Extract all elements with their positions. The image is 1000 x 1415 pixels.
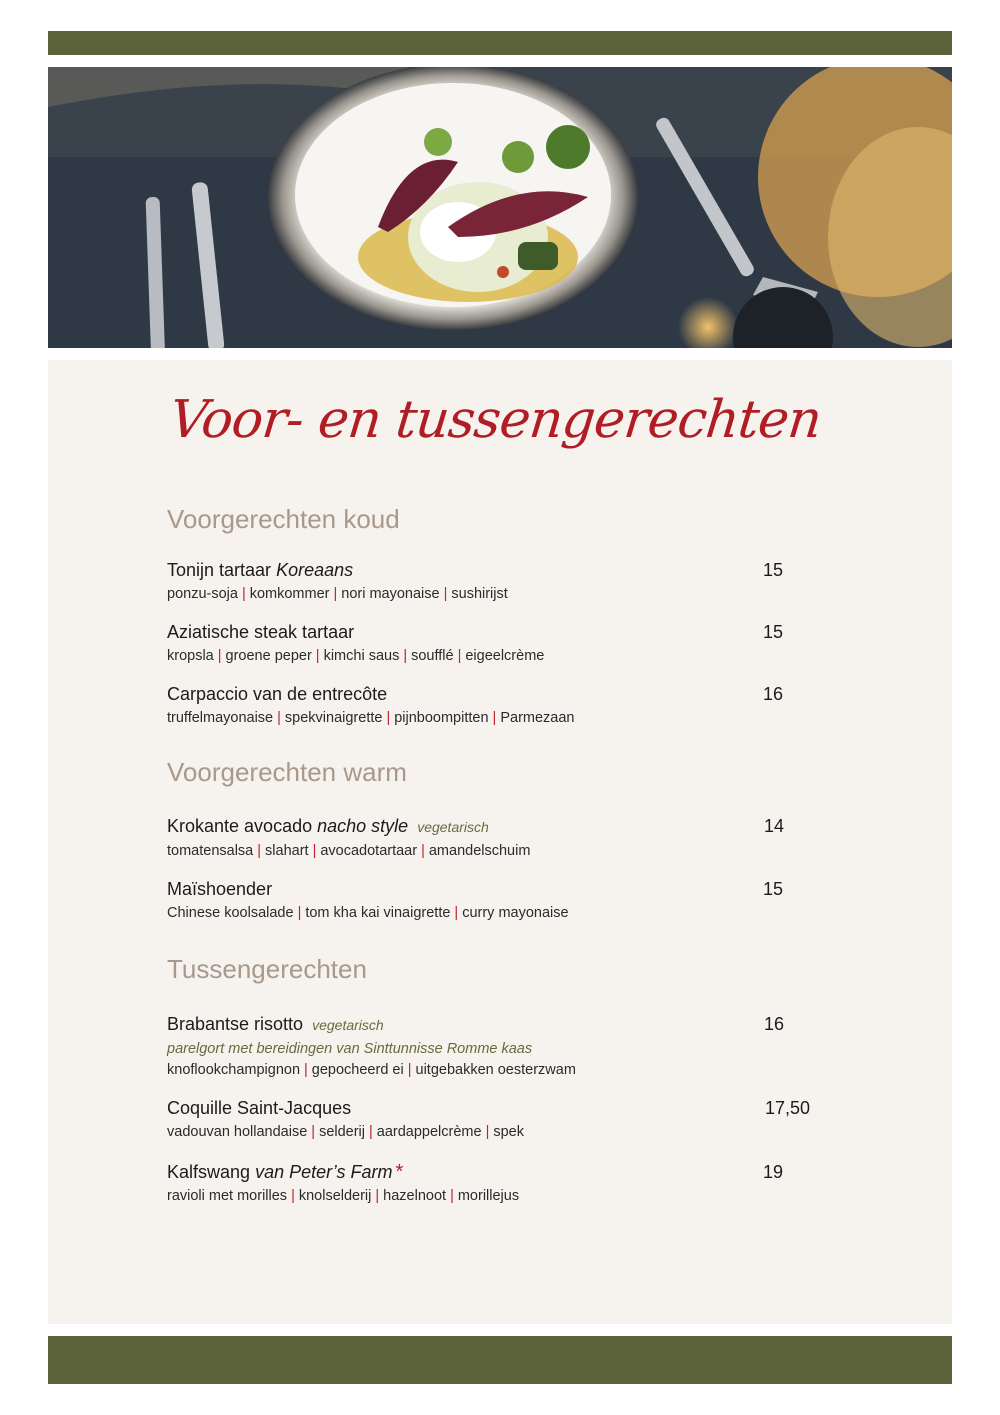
item-ingredients [167,1122,847,1142]
ingredient: gepocheerd ei [311,1062,404,1078]
ingredient: knoflookchampignon [167,1062,301,1078]
separator: | [492,710,497,726]
ingredient: groene peper [225,648,312,664]
item-name [167,815,847,838]
item-name-text: Tonijn tartaar [167,560,272,580]
ingredient: nori mayonaise [341,586,440,602]
separator: | [386,710,391,726]
item-name [167,559,847,581]
ingredient: truffelmayonaise [167,710,274,726]
menu-item [167,1161,847,1206]
item-name-text: Brabantse risotto [167,1014,304,1034]
menu-item [167,815,847,861]
item-name [167,683,847,705]
separator: | [375,1188,380,1204]
separator: | [217,648,222,664]
item-price: 16 [764,1014,785,1034]
separator: | [443,586,448,602]
separator: | [257,843,262,859]
separator: | [457,648,462,664]
ingredient: soufflé [411,648,454,664]
ingredient: curry mayonaise [462,905,569,921]
item-price: 17,50 [765,1098,811,1118]
section-title-tussengerechten: Tussengerechten [167,954,367,984]
ingredient: sushirijst [451,586,508,602]
separator: | [315,648,320,664]
item-name-text: Krokante avocado [167,816,313,836]
item-ingredients [167,1186,847,1206]
item-name-italic: nacho style [317,816,409,836]
separator: | [297,905,302,921]
separator: | [312,843,317,859]
separator: | [403,648,408,664]
separator: | [407,1062,412,1078]
ingredient: tomatensalsa [167,843,254,859]
separator: | [291,1188,295,1204]
ingredient: vadouvan hollandaise [167,1124,308,1140]
item-price: 14 [764,816,785,836]
menu-item [167,1013,847,1080]
section-title-voorgerechten-koud: Voorgerechten koud [167,504,400,534]
separator: | [421,843,425,859]
item-ingredients [167,584,847,604]
item-name [167,1013,847,1036]
separator: | [333,586,338,602]
item-price: 19 [763,1162,784,1182]
item-subline: parelgort met bereidingen van Sinttunnisse Romme kaas [167,1041,533,1057]
ingredient: ravioli met morilles [167,1188,288,1204]
ingredient: kimchi saus [323,648,400,664]
ingredient: hazelnoot [383,1188,447,1204]
item-ingredients [167,646,847,666]
ingredient: slahart [265,843,309,859]
ingredient: avocadotartaar [320,843,418,859]
menu-item [167,1097,847,1142]
ingredient: knolselderij [298,1188,372,1204]
vegetarian-tag: vegetarisch [417,819,489,835]
item-name-italic: van Peter’s Farm [255,1162,393,1182]
ingredient: ponzu-soja [167,586,238,602]
item-ingredients [167,841,847,861]
menu-item [167,683,847,728]
menu-item [167,878,847,923]
item-name-italic: Koreaans [276,560,354,580]
separator: | [454,905,459,921]
item-price: 16 [763,684,784,704]
ingredient: spekvinaigrette [284,710,383,726]
ingredient: pijnboompitten [394,710,489,726]
asterisk-icon: * [395,1161,404,1183]
item-name [167,1097,847,1119]
vegetarian-tag: vegetarisch [312,1017,384,1033]
ingredient: uitgebakken oesterzwam [415,1062,576,1078]
top-color-band [48,31,952,55]
separator: | [450,1188,454,1204]
ingredient: amandelschuim [428,843,531,859]
separator: | [304,1062,308,1078]
item-price: 15 [763,879,784,899]
page-title: Voor- en tussengerechten [166,390,824,450]
item-ingredients [167,1060,847,1080]
item-ingredients [167,903,847,923]
section-title-voorgerechten-warm: Voorgerechten warm [167,757,407,787]
separator: | [277,710,281,726]
item-name [167,878,847,900]
item-name-text: Maïshoender [167,879,273,899]
ingredient: morillejus [457,1188,520,1204]
item-name-text: Kalfswang [167,1162,251,1182]
menu-item [167,559,847,604]
item-name-text: Carpaccio van de entrecôte [167,684,388,704]
separator: | [311,1124,316,1140]
ingredient: Chinese koolsalade [167,905,294,921]
item-name [167,1161,847,1183]
separator: | [241,586,246,602]
item-price: 15 [763,622,784,642]
item-ingredients [167,708,847,728]
item-name-text: Aziatische steak tartaar [167,622,355,642]
item-name [167,621,847,643]
ingredient: tom kha kai vinaigrette [305,905,451,921]
ingredient: komkommer [249,586,330,602]
ingredient: aardappelcrème [376,1124,482,1140]
ingredient: spek [493,1124,524,1140]
bottom-color-band [48,1336,952,1384]
dish-photo [48,67,952,348]
separator: | [369,1124,373,1140]
separator: | [485,1124,490,1140]
menu-item [167,621,847,666]
item-price: 15 [763,560,784,580]
ingredient: selderij [319,1124,365,1140]
ingredient: kropsla [167,648,214,664]
ingredient: eigeelcrème [465,648,545,664]
ingredient: Parmezaan [500,710,575,726]
item-name-text: Coquille Saint-Jacques [167,1098,352,1118]
